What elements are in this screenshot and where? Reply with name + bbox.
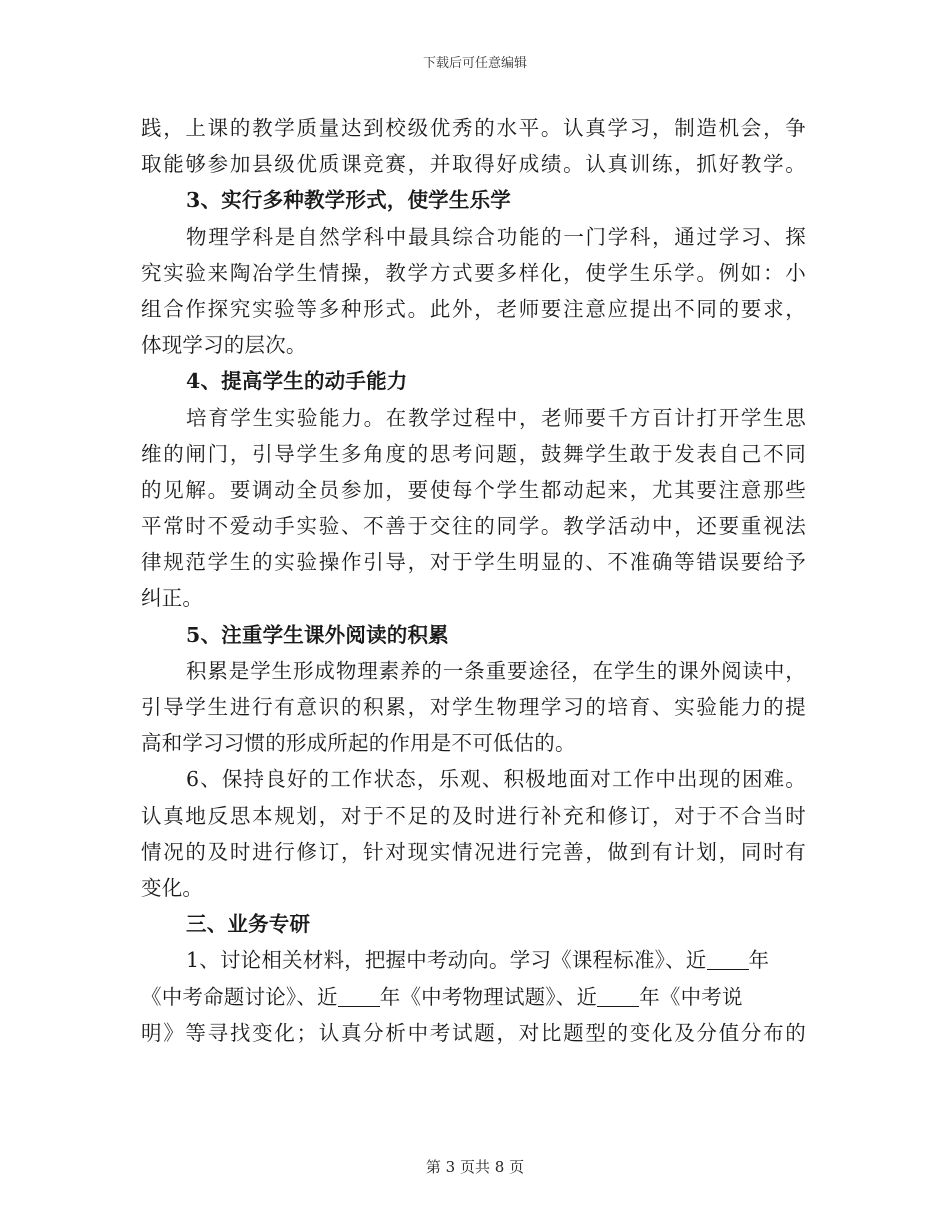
paragraph-line: 培育学生实验能力。在教学过程中，老师要千方百计打开学生思 [186, 405, 806, 430]
fill-blank [707, 949, 749, 970]
paragraph-line: 明》等寻找变化；认真分析中考试题，对比题型的变化及分值分布的 [141, 1020, 806, 1045]
document-body [141, 110, 806, 1051]
paragraph-line: 的见解。要调动全员参加，要使每个学生都动起来，尤其要注意那些 [141, 477, 806, 502]
paragraph-line: 高和学习习惯的形成所起的作用是不可低估的。 [141, 731, 576, 756]
paragraph-line: 体现学习的层次。 [141, 333, 307, 358]
fill-blank [338, 986, 380, 1007]
page-header: 下载后可任意编辑 [422, 56, 527, 71]
text-segment: 年 [748, 948, 770, 973]
paragraph-line: 变化。 [141, 875, 204, 900]
section-heading: 三、业务专研 [186, 912, 311, 937]
paragraph-line [141, 979, 806, 1015]
paragraph-line: 6、保持良好的工作状态，乐观、积极地面对工作中出现的困难。 [186, 767, 806, 792]
paragraph-line: 认真地反思本规划，对于不足的及时进行补充和修订，对于不合当时 [141, 803, 806, 828]
text-segment: 1、讨论相关材料，把握中考动向。学习《课程标准》、近 [186, 948, 707, 973]
page-footer: 第 3 页共 8 页 [425, 1158, 525, 1176]
paragraph-line [141, 942, 806, 978]
paragraph-line: 究实验来陶冶学生情操，教学方式要多样化，使学生乐学。例如：小 [141, 260, 806, 285]
paragraph-line: 平常时不爱动手实验、不善于交往的同学。教学活动中，还要重视法 [141, 514, 806, 539]
text-segment: 《中考命题讨论》、近 [141, 984, 338, 1009]
paragraph-line: 律规范学生的实验操作引导，对于学生明显的、不准确等错误要给予 [141, 550, 806, 575]
section-heading: 5、注重学生课外阅读的积累 [186, 622, 449, 647]
text-segment: 年《中考说 [639, 984, 743, 1009]
paragraph-line: 组合作探究实验等多种形式。此外，老师要注意应提出不同的要求， [141, 296, 806, 321]
paragraph-line: 引导学生进行有意识的积累，对学生物理学习的培育、实验能力的提 [141, 695, 806, 719]
paragraph-line: 践，上课的教学质量达到校级优秀的水平。认真学习，制造机会，争 [141, 116, 806, 140]
paragraph-line: 取能够参加县级优质课竞赛，并取得好成绩。认真训练，抓好教学。 [141, 152, 806, 177]
text-segment: 年《中考物理试题》、近 [379, 984, 598, 1009]
paragraph-line: 物理学科是自然学科中最具综合功能的一门学科，通过学习、探 [186, 224, 806, 249]
section-heading: 4、提高学生的动手能力 [186, 369, 408, 394]
paragraph-line: 情况的及时进行修订，针对现实情况进行完善，做到有计划，同时有 [141, 839, 806, 864]
paragraph-line: 积累是学生形成物理素养的一条重要途径，在学生的课外阅读中， [186, 658, 806, 683]
section-heading: 3、实行多种教学形式，使学生乐学 [186, 188, 511, 213]
fill-blank [597, 986, 639, 1007]
paragraph-line: 维的闸门，引导学生多角度的思考问题，鼓舞学生敢于发表自己不同 [141, 441, 806, 466]
paragraph-line: 纠正。 [141, 586, 204, 611]
